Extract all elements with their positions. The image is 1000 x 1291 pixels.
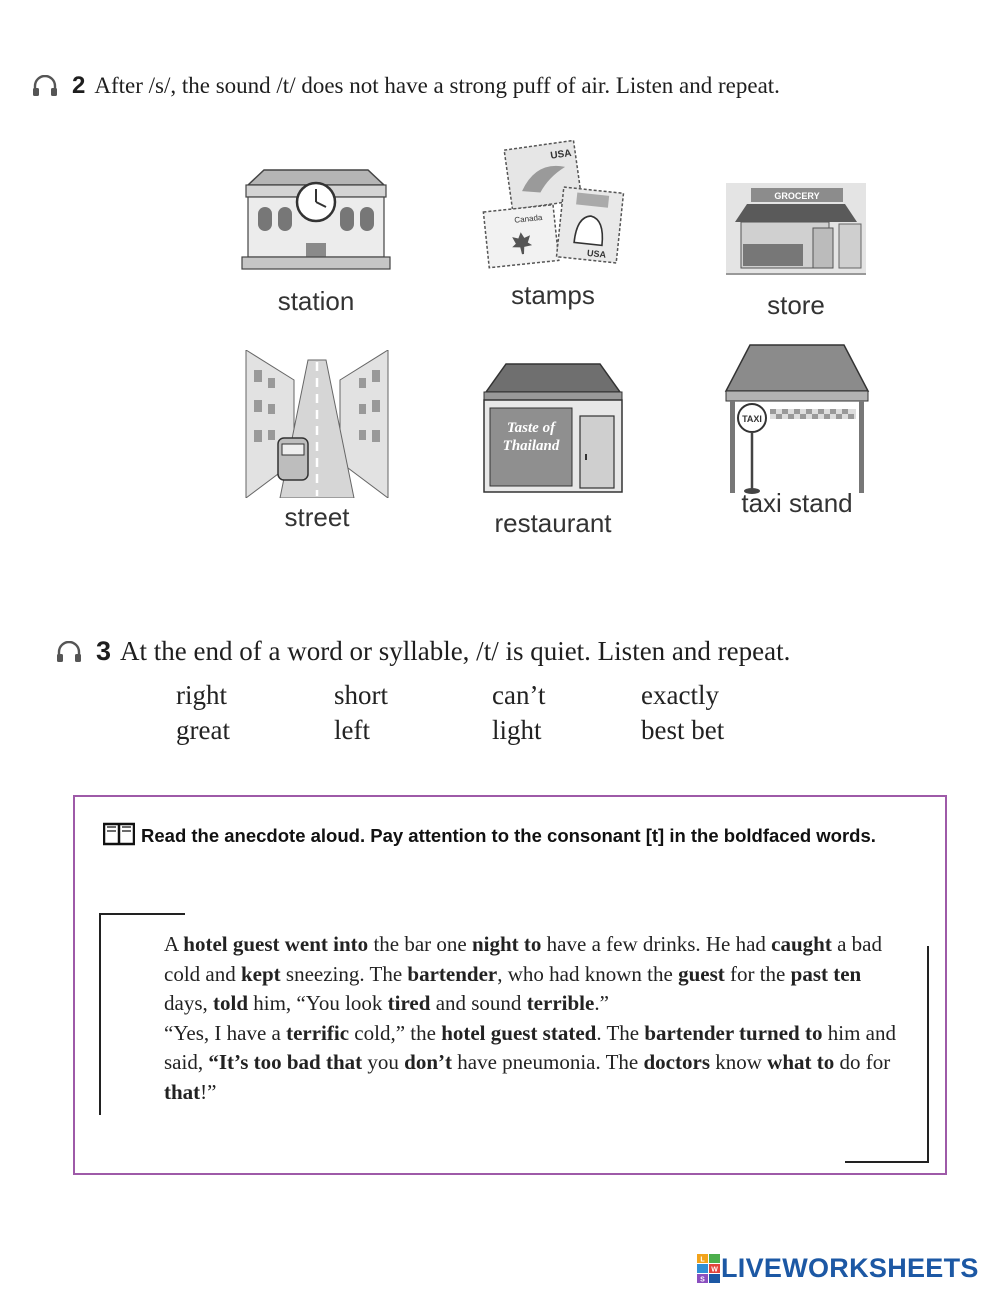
bold-word: hotel guest stated xyxy=(441,1020,597,1045)
text-segment: him, “You look xyxy=(248,991,388,1015)
text-segment: sneezing. The xyxy=(280,961,408,986)
picture-street xyxy=(217,350,417,533)
station-building-icon xyxy=(236,165,396,280)
text-segment: for the xyxy=(724,961,791,986)
picture-label: store xyxy=(767,290,825,320)
anecdote-paragraph-2 xyxy=(136,1019,896,1108)
bold-word: caught xyxy=(771,932,832,956)
picture-label: street xyxy=(284,502,350,532)
text-segment: cold,” the xyxy=(349,1020,442,1045)
liveworksheets-logo[interactable] xyxy=(697,1253,979,1284)
stamps-icon xyxy=(478,140,628,280)
headphones-icon[interactable] xyxy=(32,75,58,97)
text-segment: do for xyxy=(834,1050,891,1074)
text-segment: have a few drinks. He had xyxy=(541,932,772,956)
picture-taxi-stand xyxy=(697,343,897,519)
bold-word: “It’s too bad that xyxy=(208,1050,363,1074)
text-segment: a bad cold and xyxy=(164,932,883,986)
word-item: great xyxy=(176,715,230,745)
exercise-instruction: After /s/, the sound /t/ does not have a strong puff of air. Listen and repeat. xyxy=(94,73,780,98)
picture-label: taxi stand xyxy=(741,488,853,518)
bold-word: that xyxy=(164,1079,201,1104)
restaurant-icon xyxy=(478,360,628,498)
logo-letter: S xyxy=(700,1276,705,1283)
text-segment: you xyxy=(362,1050,405,1074)
bold-word: what to xyxy=(767,1050,835,1074)
picture-label: restaurant xyxy=(494,508,612,538)
text-segment: A xyxy=(164,932,184,956)
bold-word: hotel guest went into xyxy=(183,932,369,956)
bold-word: kept xyxy=(240,961,281,986)
stamp-text-usa-2: USA xyxy=(586,247,607,260)
taxi-sign: TAXI xyxy=(742,414,762,424)
picture-stamps xyxy=(453,140,653,311)
word-item: best bet xyxy=(641,715,725,745)
exercise-number: 3 xyxy=(96,636,112,666)
bold-word: bartender xyxy=(407,961,498,986)
logo-text: LIVEWORKSHEETS xyxy=(721,1253,979,1283)
bold-word: guest xyxy=(678,961,725,986)
bold-word: tired xyxy=(387,991,431,1015)
stamp-text-canada: Canada xyxy=(513,212,543,225)
text-segment: !” xyxy=(200,1079,217,1104)
text-segment: days, xyxy=(164,991,213,1015)
picture-label: station xyxy=(277,286,355,316)
store-sign: GROCERY xyxy=(774,191,820,201)
word-item: light xyxy=(492,715,542,745)
text-segment: and sound xyxy=(430,991,527,1015)
text-segment: .” xyxy=(594,991,609,1015)
picture-restaurant xyxy=(453,360,653,539)
book-icon xyxy=(103,822,135,846)
text-segment: . The xyxy=(596,1020,645,1045)
bold-word: night to xyxy=(471,932,542,956)
bold-word: don’t xyxy=(404,1050,453,1074)
text-segment: “Yes, I have a xyxy=(164,1020,287,1045)
text-segment: know xyxy=(710,1050,768,1074)
word-item: short xyxy=(334,680,388,710)
reading-instruction xyxy=(103,822,923,847)
reading-instruction-text: Read the anecdote aloud. Pay attention to the consonant [t] in the boldfaced words. xyxy=(141,825,876,846)
text-segment: , who had known the xyxy=(497,961,679,986)
exercise-instruction: At the end of a word or syllable, /t/ is quiet. Listen and repeat. xyxy=(120,636,791,666)
word-item: right xyxy=(176,680,227,710)
headphones-icon[interactable] xyxy=(56,641,82,663)
word-item: can’t xyxy=(492,680,546,710)
picture-store xyxy=(696,178,896,321)
picture-label: stamps xyxy=(511,280,595,310)
bold-word: terrific xyxy=(286,1020,350,1045)
logo-mark-icon xyxy=(697,1254,721,1284)
logo-letter: L xyxy=(700,1256,705,1263)
street-icon xyxy=(242,350,392,498)
anecdote-paragraph-1 xyxy=(136,930,896,1019)
taxi-stand-icon xyxy=(722,343,872,498)
restaurant-sign-line1: Taste of xyxy=(506,420,556,436)
exercise-2-header xyxy=(32,72,780,100)
text-segment: have pneumonia. The xyxy=(452,1050,644,1074)
anecdote-text xyxy=(136,930,896,1107)
bold-word: bartender turned to xyxy=(644,1020,823,1045)
picture-station xyxy=(216,165,416,317)
bold-word: doctors xyxy=(643,1050,710,1074)
stamp-text-usa: USA xyxy=(549,147,573,162)
bold-word: told xyxy=(213,991,249,1015)
bold-word: terrible xyxy=(526,991,595,1015)
grocery-store-icon xyxy=(721,178,871,280)
word-item: left xyxy=(334,715,370,745)
bold-word: past ten xyxy=(790,961,862,986)
exercise-3-header xyxy=(56,636,790,667)
text-segment: him and said, xyxy=(164,1020,896,1074)
exercise-number: 2 xyxy=(72,72,86,99)
restaurant-sign-line2: Thailand xyxy=(502,438,560,454)
text-segment: the bar one xyxy=(368,932,472,956)
word-item: exactly xyxy=(641,680,719,710)
logo-letter: W xyxy=(711,1266,718,1273)
